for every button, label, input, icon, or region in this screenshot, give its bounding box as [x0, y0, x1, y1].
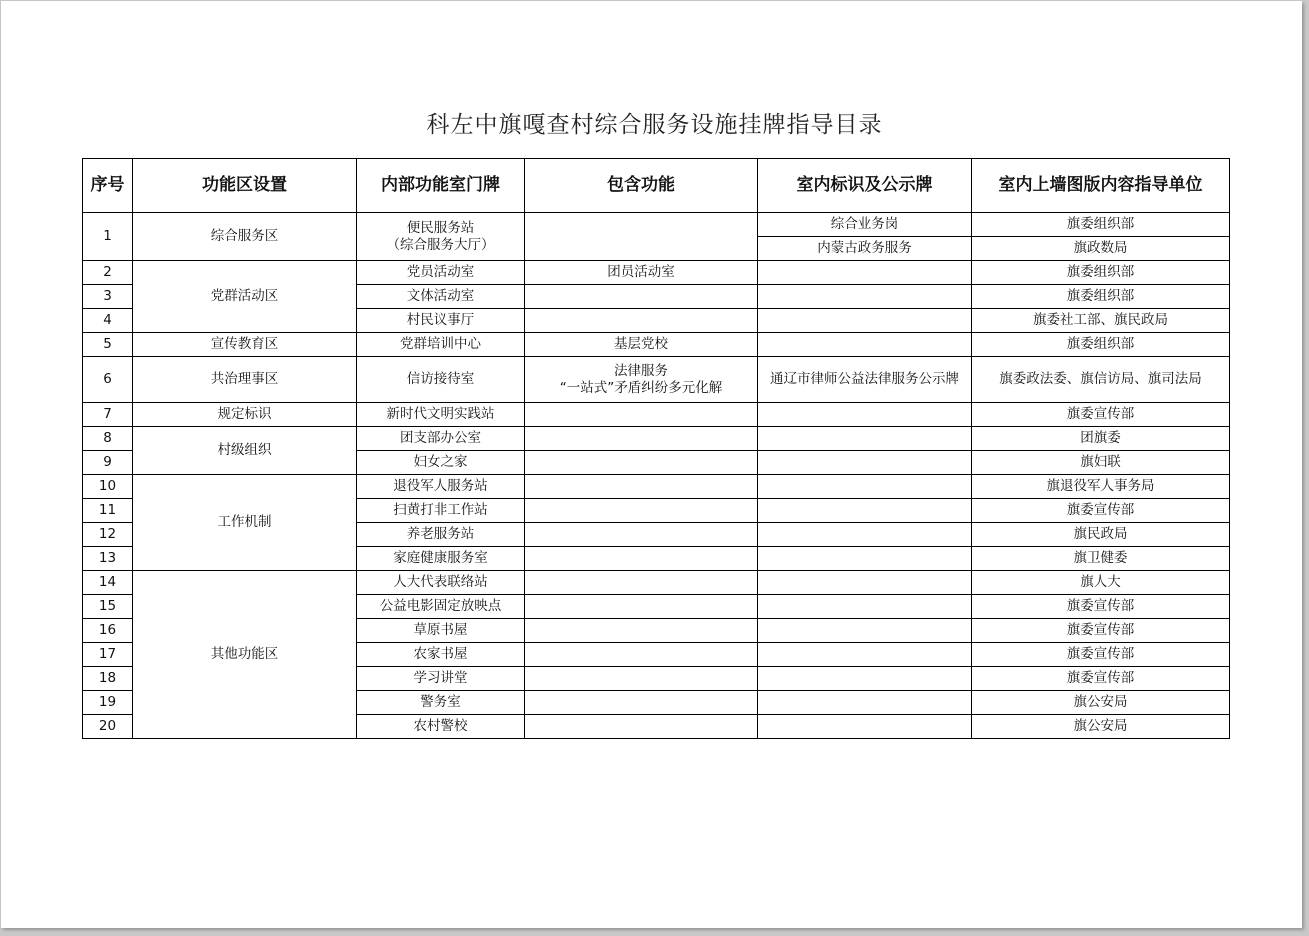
room-cell: 新时代文明实践站: [357, 403, 525, 427]
unit-cell: 旗民政局: [972, 523, 1230, 547]
zone-cell: 党群活动区: [133, 261, 357, 333]
room-cell: 信访接待室: [357, 357, 525, 403]
row-number: 6: [83, 357, 133, 403]
unit-cell: 旗委宣传部: [972, 619, 1230, 643]
table-row: [83, 403, 1230, 427]
row-number: 14: [83, 571, 133, 595]
zone-cell: 村级组织: [133, 427, 357, 475]
function-cell: [525, 427, 758, 451]
unit-cell: 旗退役军人事务局: [972, 475, 1230, 499]
room-cell: 警务室: [357, 691, 525, 715]
row-number: 12: [83, 523, 133, 547]
row-number: 17: [83, 643, 133, 667]
table-row: [83, 475, 1230, 499]
zone-cell: 其他功能区: [133, 571, 357, 739]
directory-table: [82, 158, 1230, 739]
row-number: 16: [83, 619, 133, 643]
sign-cell: [758, 667, 972, 691]
table-row: [83, 213, 1230, 237]
sign-cell: [758, 285, 972, 309]
sign-cell: [758, 619, 972, 643]
unit-cell: 旗委宣传部: [972, 643, 1230, 667]
function-cell: 团员活动室: [525, 261, 758, 285]
unit-cell: 旗委组织部: [972, 285, 1230, 309]
row-number: 4: [83, 309, 133, 333]
header-row: [83, 159, 1230, 213]
header-function: 包含功能: [525, 159, 758, 213]
sign-cell: 通辽市律师公益法律服务公示牌: [758, 357, 972, 403]
sign-cell: 综合业务岗: [758, 213, 972, 237]
table-row: [83, 333, 1230, 357]
row-number: 13: [83, 547, 133, 571]
row-number: 8: [83, 427, 133, 451]
function-cell: [525, 475, 758, 499]
header-zone: 功能区设置: [133, 159, 357, 213]
sign-cell: 内蒙古政务服务: [758, 237, 972, 261]
unit-cell: 旗委宣传部: [972, 499, 1230, 523]
function-cell: [525, 619, 758, 643]
row-number: 9: [83, 451, 133, 475]
room-line: 便民服务站: [406, 219, 475, 236]
sign-cell: [758, 499, 972, 523]
sign-cell: [758, 309, 972, 333]
function-cell: [525, 499, 758, 523]
sign-cell: [758, 333, 972, 357]
sign-cell: [758, 427, 972, 451]
function-cell: [525, 667, 758, 691]
unit-cell: 旗卫健委: [972, 547, 1230, 571]
sign-cell: [758, 403, 972, 427]
function-cell: [525, 595, 758, 619]
row-number: 15: [83, 595, 133, 619]
document-title: 科左中旗嘎查村综合服务设施挂牌指导目录: [426, 112, 883, 138]
unit-cell: 旗委宣传部: [972, 595, 1230, 619]
sign-cell: [758, 451, 972, 475]
function-line: 法律服务: [614, 362, 668, 379]
sign-cell: [758, 261, 972, 285]
row-number: 3: [83, 285, 133, 309]
room-cell: 党员活动室: [357, 261, 525, 285]
function-cell: [525, 285, 758, 309]
unit-cell: 旗委社工部、旗民政局: [972, 309, 1230, 333]
function-cell: [525, 357, 758, 403]
header-room: 内部功能室门牌: [357, 159, 525, 213]
function-cell: [525, 309, 758, 333]
room-cell: 团支部办公室: [357, 427, 525, 451]
room-cell: 妇女之家: [357, 451, 525, 475]
row-number: 10: [83, 475, 133, 499]
function-cell: [525, 523, 758, 547]
room-cell: 养老服务站: [357, 523, 525, 547]
room-cell: 人大代表联络站: [357, 571, 525, 595]
function-cell: [525, 691, 758, 715]
unit-cell: 旗委组织部: [972, 213, 1230, 237]
zone-cell: 宣传教育区: [133, 333, 357, 357]
function-cell: [525, 451, 758, 475]
sign-cell: [758, 475, 972, 499]
room-cell: 农家书屋: [357, 643, 525, 667]
room-cell: 农村警校: [357, 715, 525, 739]
row-number: 20: [83, 715, 133, 739]
function-cell: [525, 213, 758, 261]
unit-cell: 团旗委: [972, 427, 1230, 451]
room-cell: [357, 213, 525, 261]
sign-cell: [758, 571, 972, 595]
function-cell: [525, 643, 758, 667]
row-number: 11: [83, 499, 133, 523]
unit-cell: 旗妇联: [972, 451, 1230, 475]
sign-cell: [758, 643, 972, 667]
room-cell: 文体活动室: [357, 285, 525, 309]
unit-cell: 旗委宣传部: [972, 667, 1230, 691]
unit-cell: 旗委组织部: [972, 261, 1230, 285]
room-line: （综合服务大厅）: [386, 236, 495, 253]
sign-cell: [758, 523, 972, 547]
table-row: [83, 357, 1230, 403]
row-number: 18: [83, 667, 133, 691]
room-cell: 扫黄打非工作站: [357, 499, 525, 523]
room-cell: 村民议事厅: [357, 309, 525, 333]
unit-cell: 旗公安局: [972, 715, 1230, 739]
room-cell: 党群培训中心: [357, 333, 525, 357]
function-cell: [525, 715, 758, 739]
room-cell: 退役军人服务站: [357, 475, 525, 499]
sign-cell: [758, 691, 972, 715]
sign-cell: [758, 547, 972, 571]
row-number: 1: [83, 213, 133, 261]
room-cell: 公益电影固定放映点: [357, 595, 525, 619]
function-cell: 基层党校: [525, 333, 758, 357]
unit-cell: 旗委组织部: [972, 333, 1230, 357]
zone-cell: 共治理事区: [133, 357, 357, 403]
unit-cell: 旗人大: [972, 571, 1230, 595]
unit-cell: 旗公安局: [972, 691, 1230, 715]
sign-cell: [758, 715, 972, 739]
row-number: 19: [83, 691, 133, 715]
row-number: 7: [83, 403, 133, 427]
table-row: [83, 427, 1230, 451]
header-unit: 室内上墙图版内容指导单位: [972, 159, 1230, 213]
room-cell: 草原书屋: [357, 619, 525, 643]
table-row: [83, 261, 1230, 285]
unit-cell: 旗委政法委、旗信访局、旗司法局: [972, 357, 1230, 403]
room-cell: 家庭健康服务室: [357, 547, 525, 571]
function-cell: [525, 403, 758, 427]
unit-cell: 旗政数局: [972, 237, 1230, 261]
header-num: 序号: [83, 159, 133, 213]
zone-cell: 综合服务区: [133, 213, 357, 261]
function-cell: [525, 547, 758, 571]
row-number: 5: [83, 333, 133, 357]
zone-cell: 规定标识: [133, 403, 357, 427]
sign-cell: [758, 595, 972, 619]
zone-cell: 工作机制: [133, 475, 357, 571]
row-number: 2: [83, 261, 133, 285]
unit-cell: 旗委宣传部: [972, 403, 1230, 427]
function-cell: [525, 571, 758, 595]
room-cell: 学习讲堂: [357, 667, 525, 691]
header-sign: 室内标识及公示牌: [758, 159, 972, 213]
table-row: [83, 571, 1230, 595]
function-line: “一站式”矛盾纠纷多元化解: [559, 379, 723, 396]
